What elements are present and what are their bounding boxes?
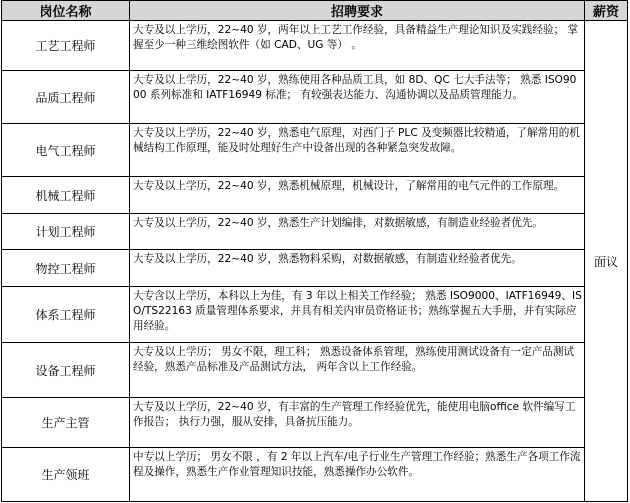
- table-row: [2, 343, 628, 398]
- table-row: [2, 21, 628, 71]
- position-name: 设备工程师: [2, 343, 130, 398]
- position-name: 生产领班: [2, 448, 130, 502]
- requirements-text: 大专及以上学历，22~40 岁，熟悉物料采购，对数据敏感，有制造业经验者优先。: [130, 250, 585, 287]
- table-row: [2, 177, 628, 214]
- requirements-text: 大专及以上学历，22~40 岁，熟练使用各种品质工具，如 8D、QC 七大手法等； 熟悉 ISO9000 系列标准和 IATF16949 标准； 有较强表达能力、沟通协调以及品质管理能力。: [130, 71, 585, 124]
- position-name: 机械工程师: [2, 177, 130, 214]
- table-row: [2, 287, 628, 343]
- table-row: [2, 124, 628, 177]
- recruitment-table-page: [1, 0, 627, 501]
- requirements-text: 大专及以上学历，22~40 岁，有丰富的生产管理工作经验优先，能使用电脑office 软件编写工作报告； 执行力强，服从安排，具备抗压能力。: [130, 398, 585, 448]
- table-row: [2, 250, 628, 287]
- requirements-text: 大专及以上学历，22~40 岁，熟悉机械原理，机械设计，了解常用的电气元件的工作原理。: [130, 177, 585, 214]
- position-name: 品质工程师: [2, 71, 130, 124]
- header-salary: 薪资: [585, 1, 628, 21]
- table-row: [2, 398, 628, 448]
- position-name: 工艺工程师: [2, 21, 130, 71]
- position-name: 生产主管: [2, 398, 130, 448]
- position-name: 计划工程师: [2, 214, 130, 250]
- table-row: [2, 214, 628, 250]
- recruitment-table: [1, 0, 628, 502]
- header-requirements: 招聘要求: [130, 1, 585, 21]
- requirements-text: 中专以上学历； 男女不限 ，有 2 年以上汽车/电子行业生产管理工作经验；熟悉生产各项工作流程及操作，熟悉生产作业管理知识技能，熟悉操作办公软件。: [130, 448, 585, 502]
- position-name: 体系工程师: [2, 287, 130, 343]
- requirements-text: 大专及以上学历，22~40 岁，熟悉生产计划编排，对数据敏感，有制造业经验者优先。: [130, 214, 585, 250]
- position-name: 物控工程师: [2, 250, 130, 287]
- requirements-text: 大专及以上学历，22~40 岁，熟悉电气原理，对西门子 PLC 及变频器比较精通，了解常用的机械结构工作原理，能及时处理好生产中设备出现的各种紧急突发故障。: [130, 124, 585, 177]
- table-row: [2, 71, 628, 124]
- requirements-text: 大专及以上学历； 男女不限，理工科； 熟悉设备体系管理，熟练使用测试设备有一定产品测试经验，熟悉产品标准及产品测试方法， 两年含以上工作经验。: [130, 343, 585, 398]
- requirements-text: 大专含以上学历，本科以上为佳，有 3 年以上相关工作经验； 熟悉 ISO9000、IATF16949、ISO/TS22163 质量管理体系要求，并具有相关内审员资格证书；熟练掌握五大手册，并有实际应用经验。: [130, 287, 585, 343]
- header-position: 岗位名称: [2, 1, 130, 21]
- table-header-row: [2, 1, 628, 21]
- salary-value: 面议: [585, 21, 628, 502]
- table-row: [2, 448, 628, 502]
- requirements-text: 大专及以上学历，22~40 岁，两年以上工艺工作经验，具备精益生产理论知识及实践经验； 掌握至少一种三维绘图软件（如 CAD、UG 等） 。: [130, 21, 585, 71]
- position-name: 电气工程师: [2, 124, 130, 177]
